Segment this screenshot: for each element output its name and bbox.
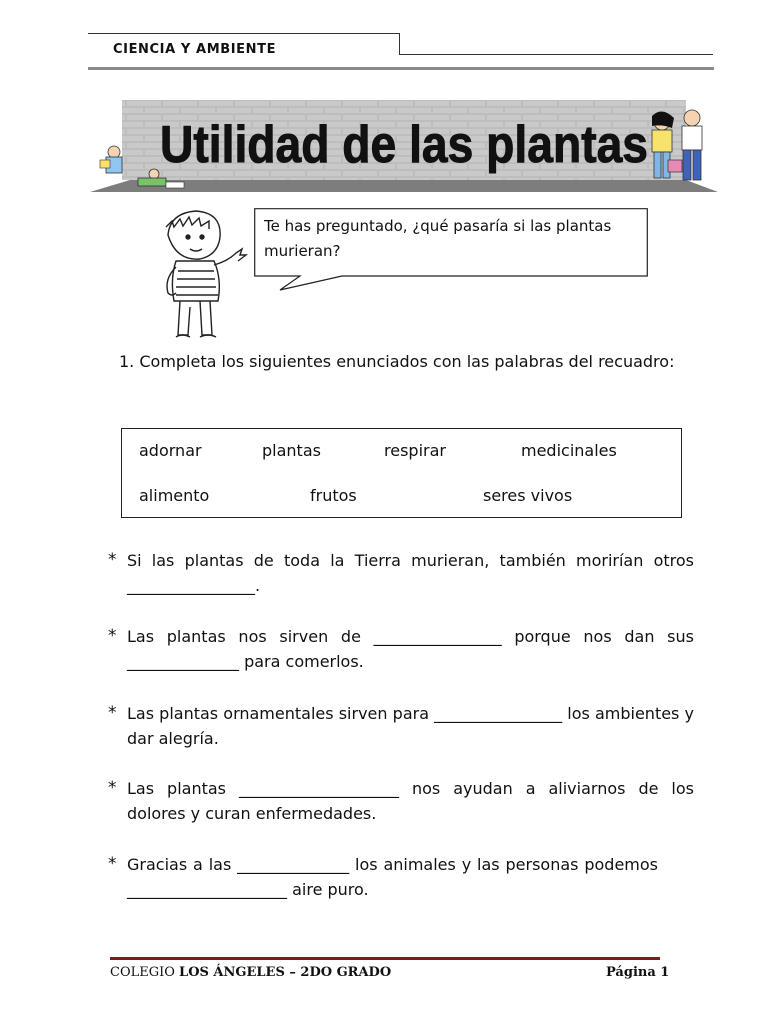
- footer-school-prefix: COLEGIO: [110, 965, 175, 980]
- bullet-asterisk: *: [108, 703, 117, 723]
- header-rule-top-left: [88, 33, 400, 34]
- header-subject: CIENCIA Y AMBIENTE: [113, 42, 277, 57]
- word-bank-item: frutos: [310, 486, 357, 505]
- word-bank-item: respirar: [384, 441, 446, 460]
- fill-in-item: [108, 701, 700, 751]
- fill-in-sentence: Las plantas ____________________ nos ayudan a aliviarnos de los dolores y curan enfermedades.: [127, 779, 700, 823]
- fill-in-item: [108, 548, 700, 598]
- header-rule-bottom: [88, 67, 714, 70]
- fill-in-sentence: Las plantas ornamentales sirven para ________________ los ambientes y dar alegría.: [127, 704, 700, 748]
- footer-school: [110, 965, 391, 980]
- word-bank-item: medicinales: [521, 441, 617, 460]
- word-bank-box: [121, 428, 682, 518]
- header-rule-top-right: [399, 54, 713, 55]
- boy-pointing-illustration: [150, 205, 250, 345]
- bullet-asterisk: *: [108, 778, 117, 798]
- bullet-asterisk: *: [108, 550, 117, 570]
- footer-rule: [110, 957, 660, 960]
- banner-title: Utilidad de las plantas: [160, 116, 648, 174]
- header-rule-step: [399, 33, 400, 55]
- title-banner: [90, 100, 718, 196]
- instruction-text: 1. Completa los siguientes enunciados con las palabras del recuadro:: [119, 352, 675, 371]
- word-bank-item: alimento: [139, 486, 210, 505]
- fill-in-sentence: Gracias a las ______________ los animales y las personas podemos ____________________ aire puro.: [127, 855, 664, 899]
- fill-in-item: [108, 776, 700, 826]
- word-bank-item: seres vivos: [483, 486, 573, 505]
- footer-page-number: Página 1: [606, 965, 670, 980]
- footer-school-name: LOS ÁNGELES – 2DO GRADO: [179, 965, 392, 980]
- fill-in-sentence: Si las plantas de toda la Tierra murieran, también morirían otros ________________.: [127, 551, 700, 595]
- fill-in-sentence: Las plantas nos sirven de ________________ porque nos dan sus ______________ para comerlos.: [127, 627, 700, 671]
- bullet-asterisk: *: [108, 626, 117, 646]
- speech-bubble-text: Te has preguntado, ¿qué pasaría si las plantas murieran?: [264, 217, 612, 260]
- bullet-asterisk: *: [108, 854, 117, 874]
- word-bank-item: plantas: [262, 441, 321, 460]
- fill-in-item: [108, 852, 664, 902]
- fill-in-item: [108, 624, 700, 674]
- word-bank-item: adornar: [139, 441, 202, 460]
